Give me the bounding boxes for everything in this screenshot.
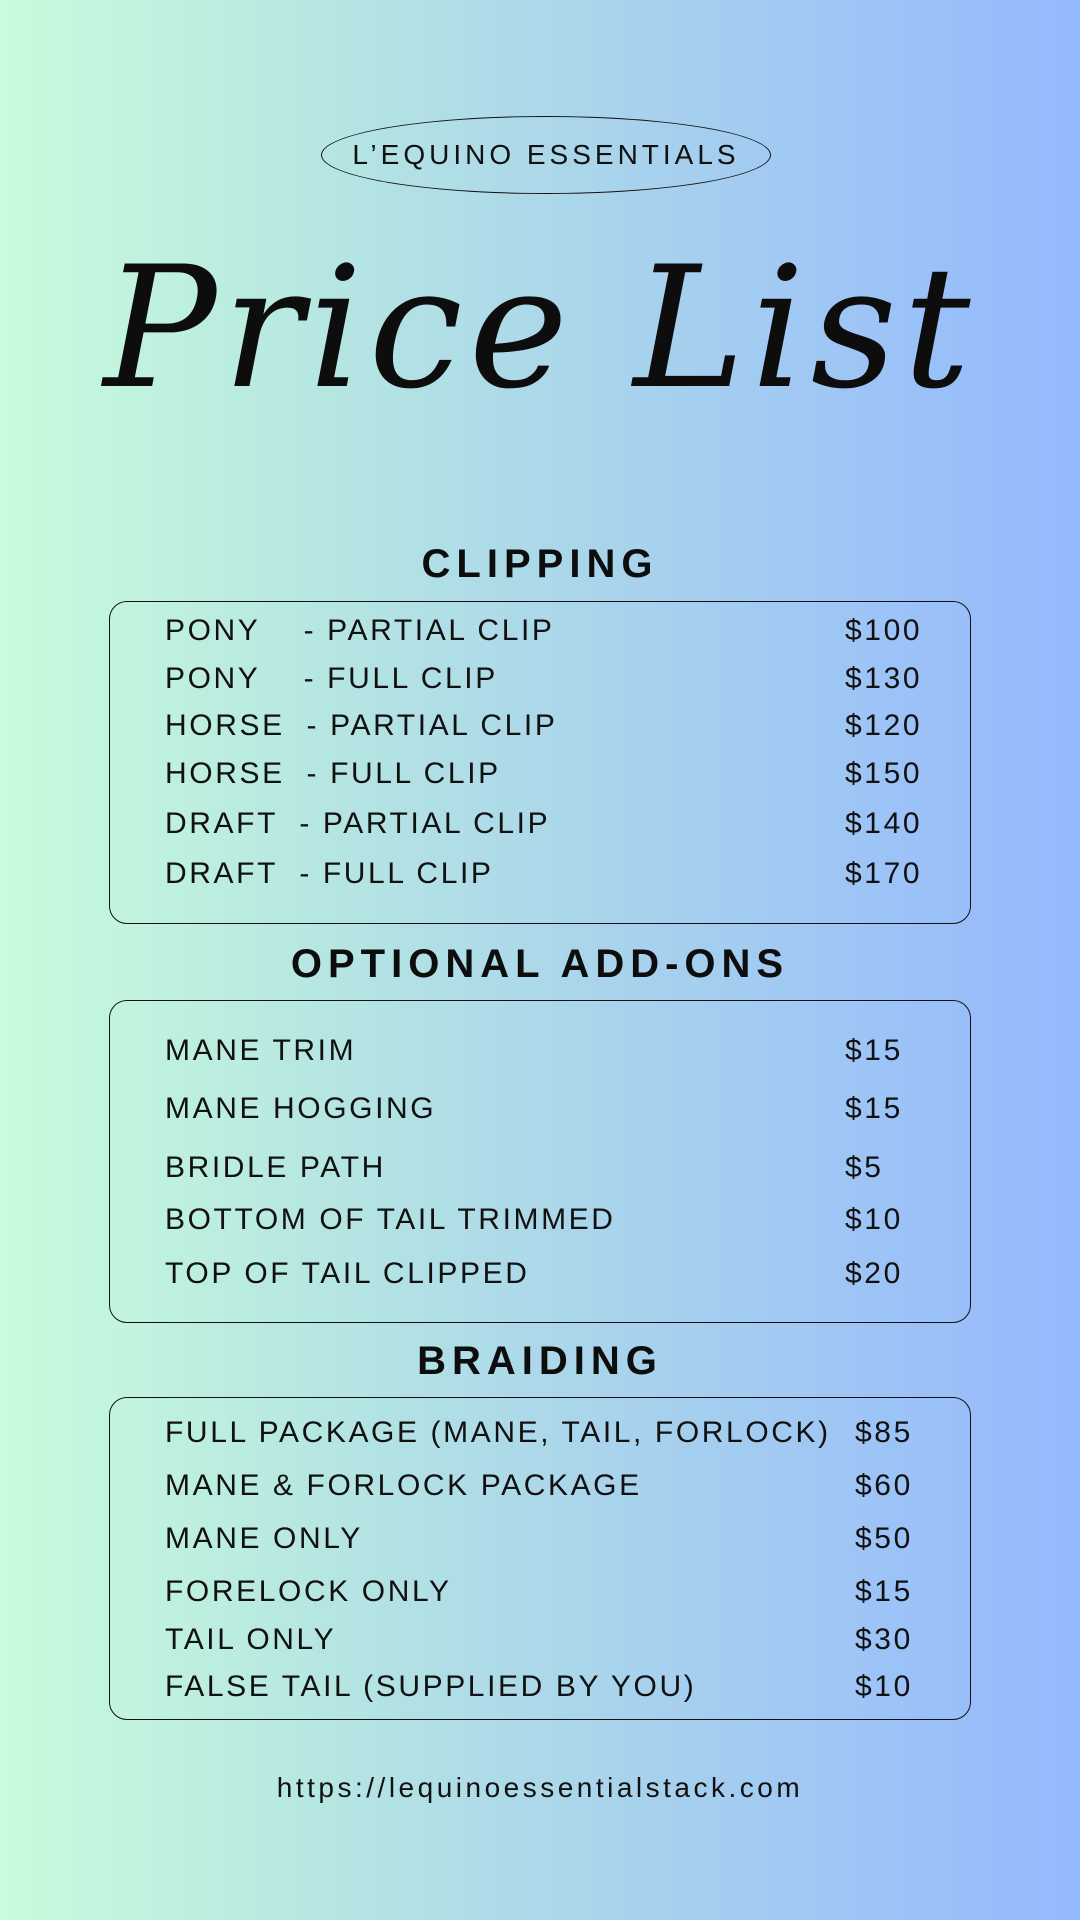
- price-row: [165, 706, 925, 746]
- item-name: MANE & FORLOCK PACKAGE: [165, 1469, 642, 1502]
- item-price: $150: [845, 757, 923, 790]
- page-title: Price List: [103, 230, 977, 426]
- brand-logo: [321, 116, 771, 194]
- item-name: PONY - FULL CLIP: [165, 662, 498, 695]
- item-name: BOTTOM OF TAIL TRIMMED: [165, 1203, 616, 1236]
- item-name: HORSE - FULL CLIP: [165, 757, 501, 790]
- item-name: TAIL ONLY: [165, 1623, 337, 1656]
- price-row: [165, 1572, 925, 1612]
- item-price: $50: [855, 1522, 913, 1555]
- section-heading-clipping: CLIPPING: [421, 542, 659, 586]
- section-heading-braiding: BRAIDING: [417, 1339, 663, 1383]
- item-name: MANE TRIM: [165, 1034, 357, 1067]
- price-row: [165, 1031, 925, 1071]
- item-name: FALSE TAIL (SUPPLIED BY YOU): [165, 1670, 697, 1703]
- price-row: [165, 1413, 925, 1453]
- item-name: MANE HOGGING: [165, 1092, 437, 1125]
- item-price: $170: [845, 857, 923, 890]
- item-price: $85: [855, 1416, 913, 1449]
- item-price: $5: [845, 1151, 884, 1184]
- price-row: [165, 1667, 925, 1707]
- price-row: [165, 1089, 925, 1129]
- price-row: [165, 854, 925, 894]
- item-price: $20: [845, 1257, 903, 1290]
- item-name: TOP OF TAIL CLIPPED: [165, 1257, 530, 1290]
- item-price: $15: [855, 1575, 913, 1608]
- item-name: FORELOCK ONLY: [165, 1575, 452, 1608]
- price-row: [165, 1254, 925, 1294]
- item-name: BRIDLE PATH: [165, 1151, 386, 1184]
- price-row: [165, 611, 925, 651]
- item-name: DRAFT - FULL CLIP: [165, 857, 494, 890]
- item-name: MANE ONLY: [165, 1522, 363, 1555]
- price-row: [165, 1200, 925, 1240]
- brand-name: L’EQUINO ESSENTIALS: [352, 139, 740, 170]
- item-price: $15: [845, 1034, 903, 1067]
- item-name: HORSE - PARTIAL CLIP: [165, 709, 558, 742]
- section-heading-add-ons: OPTIONAL ADD-ONS: [290, 942, 790, 986]
- price-row: [165, 1620, 925, 1660]
- item-price: $30: [855, 1623, 913, 1656]
- price-row: [165, 1148, 925, 1188]
- item-price: $100: [845, 614, 923, 647]
- price-row: [165, 804, 925, 844]
- item-price: $10: [855, 1670, 913, 1703]
- item-name: FULL PACKAGE (MANE, TAIL, FORLOCK): [165, 1416, 831, 1449]
- price-row: [165, 754, 925, 794]
- item-name: PONY - PARTIAL CLIP: [165, 614, 555, 647]
- item-price: $60: [855, 1469, 913, 1502]
- item-price: $10: [845, 1203, 903, 1236]
- item-price: $15: [845, 1092, 903, 1125]
- footer-url-link[interactable]: https://lequinoessentialstack.com: [276, 1772, 804, 1803]
- price-row: [165, 659, 925, 699]
- item-price: $140: [845, 807, 923, 840]
- price-row: [165, 1466, 925, 1506]
- price-row: [165, 1519, 925, 1559]
- item-name: DRAFT - PARTIAL CLIP: [165, 807, 551, 840]
- item-price: $120: [845, 709, 923, 742]
- item-price: $130: [845, 662, 923, 695]
